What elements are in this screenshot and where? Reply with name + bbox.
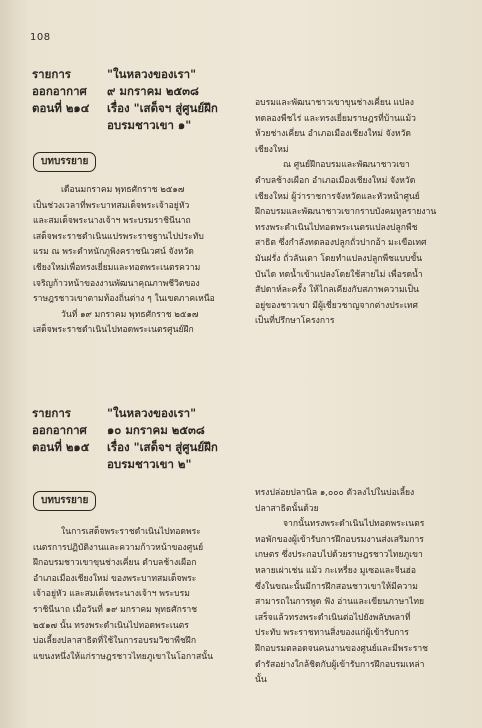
program-title: "ในหลวงของเรา" [107,406,197,420]
text-line: ฝึกอบรมตลอดจนคนงานของศูนย์และมีพระราช [255,643,429,654]
text-line: ทรงพระดำเนินไปทอดพระเนตรแปลงปลูกพืช [255,222,418,233]
text-line: จากนั้นทรงพระดำเนินไปทอดพระเนตร [283,519,425,530]
text-line: ฝึกอบรมและพัฒนาชาวเขากราบบังคมทูลรายงาน [255,207,437,218]
episode1-left-column [33,183,237,339]
text-line: ในการเสด็จพระราชดำเนินไปทอดพระ [61,527,201,537]
text-line: อบรมและพัฒนาชาวเขาขุนช่างเคี่ยน แปลง [255,98,414,108]
text-line: บันได ทดน้ำเข้าแปลงโดยใช้สายไม่ เพื่อรดน้ำ [255,269,423,280]
text-line: บ่อเลี้ยงปลาสาธิตที่ใช้ในการอบรมวิชาพืชฝึก [33,636,197,647]
text-line: มันฝรั่ง ถั่วลันเตา โดยทำแปลงปลูกพืชแบบขั้น [255,253,423,264]
text-line: ราชินีนาถ เมื่อวันที่ ๑๙ มกราคม พุทธศักราช [33,604,198,615]
air-date: ๙ มกราคม ๒๕๓๘ [107,84,199,98]
episode-subject: เรื่อง "เสด็จฯ สู่ศูนย์ฝึก [107,440,218,454]
text-line: ดำรัสอย่างใกล้ชิดกับผู้เข้ารับการฝึกอบรมเหล่า [255,659,425,670]
program-title: "ในหลวงของเรา" [107,67,197,81]
text-line: และสมเด็จพระนางเจ้าฯ พระบรมราชินีนาถ [33,216,191,227]
air-label: ออกอากาศ [32,423,87,437]
episode-subject-cont: อบรมชาวเขา ๑" [107,118,192,132]
text-line: นั้น [255,675,267,686]
air-label: ออกอากาศ [32,84,87,98]
text-line: แขนงหนึ่งให้แก่ราษฎรชาวไทยภูเขาในโอกาสนั้น [33,651,213,662]
text-line: ราษฎรชาวเขาตามท้องถิ่นต่าง ๆ ในเขตภาคเหนือ [33,294,215,305]
episode2-right-column [255,486,461,689]
text-line: หอพักของผู้เข้ารับการฝึกอบรมงานส่งเสริมการ [255,534,424,545]
episode-label: ตอนที่ ๒๑๕ [32,440,90,454]
text-line: ซึ่งในขณะนั้นมีการฝึกสอนชาวเขาให้มีความ [255,581,418,592]
text-line: เดือนมกราคม พุทธศักราช ๒๕๑๗ [61,185,185,195]
episode1-right-column [255,96,461,330]
text-line: เนตรการปฏิบัติงานและความก้าวหน้าของศูนย์ [33,542,204,553]
text-line: เสด็จพระราชดำเนินแปรพระราชฐานไปประทับ [33,231,204,242]
text-line: แรม ณ พระตำหนักภูพิงคราชนิเวศน์ จังหวัด [33,247,194,258]
text-line: เชียงใหม่ [255,144,289,155]
episode-label: ตอนที่ ๒๑๔ [32,101,90,115]
text-line: ๒๕๑๗ นั้น ทรงพระดำเนินไปทอดพระเนตร [33,620,189,631]
text-line: สัปดาห์ละครั้ง ให้ไกลเคียงกับสภาพความเป็น [255,285,419,296]
text-line: สาธิต ซึ่งกำลังทดลองปลูกถั่วปากอ้า มะเขือเทศ [255,238,427,249]
episode-subject: เรื่อง "เสด็จฯ สู่ศูนย์ฝึก [107,101,218,115]
text-line: เสร็จแล้วทรงพระดำเนินต่อไปยังพลับพลาที่ [255,612,411,623]
text-line: ปลาสาธิตนั้นด้วย [255,503,319,514]
text-line: เป็นช่วงเวลาที่พระบาทสมเด็จพระเจ้าอยู่หัว [33,200,190,211]
text-line: เสด็จพระราชดำเนินไปทอดพระเนตรศูนย์ฝึก [33,325,194,336]
text-line: เกษตร ซึ่งประกอบไปด้วยราษฎรชาวไทยภูเขา [255,550,423,561]
text-line: ตำบลช้างเผือก อำเภอเมืองเชียงใหม่ จังหวัด [255,175,416,186]
text-line: อยู่ของชาวเขา มีผู้เชี่ยวชาญจากต่างประเทศ [255,300,419,311]
text-line: ฝึกอบรมชาวเขาขุนช่างเคี่ยน ตำบลช้างเผือก [33,558,197,569]
text-line: เจริญก้าวหน้าของงานพัฒนาคุณภาพชีวิตของ [33,278,200,289]
text-line: ณ ศูนย์ฝึกอบรมและพัฒนาชาวเขา [283,160,410,171]
text-line: ทรงปล่อยปลานิล ๑,๐๐๐ ตัวลงไปในบ่อเลี้ยง [255,488,415,498]
program-label: รายการ [32,67,71,81]
text-line: อำเภอเมืองเชียงใหม่ ของพระบาทสมเด็จพระ [33,573,197,584]
text-line: เชียงใหม่ ผู้ว่าราชการจังหวัดและหัวหน้าศูนย์ [255,191,420,202]
episode2-left-column [33,525,237,665]
page-number: 108 [30,32,51,43]
episode-subject-cont: อบรมชาวเขา ๒" [107,457,192,471]
program-label: รายการ [32,406,71,420]
text-line: หลายเผ่าเช่น แม้ว กะเหรี่ยง มูเซอและจีนฮ่อ [255,565,417,576]
text-line: สามารถในการพูด ฟัง อ่านและเขียนภาษาไทย [255,597,425,608]
text-line: ประทับ พระราชทานสิ่งของแก่ผู้เข้ารับการ [255,628,409,639]
narration-badge: บทบรรยาย [33,491,96,511]
episode1-header [32,66,218,134]
text-line: เป็นที่ปรึกษาโครงการ [255,316,335,327]
text-line: ห้วยช่างเคี่ยน อำเภอเมืองเชียงใหม่ จังหวัด [255,129,411,140]
episode2-header [32,405,218,473]
text-line: เจ้าอยู่หัว และสมเด็จพระนางเจ้าฯ พระบรม [33,589,190,600]
air-date: ๑๐ มกราคม ๒๕๓๘ [107,423,205,437]
narration-badge: บทบรรยาย [33,152,96,172]
text-line: วันที่ ๑๙ มกราคม พุทธศักราช ๒๕๑๗ [61,309,199,320]
text-line: ทดลองพืชไร่ และทรงเยี่ยมราษฎรที่บ้านแม้ว [255,113,416,124]
text-line: เชียงใหม่เพื่อทรงเยี่ยมและทอดพระเนตรความ [33,262,201,273]
